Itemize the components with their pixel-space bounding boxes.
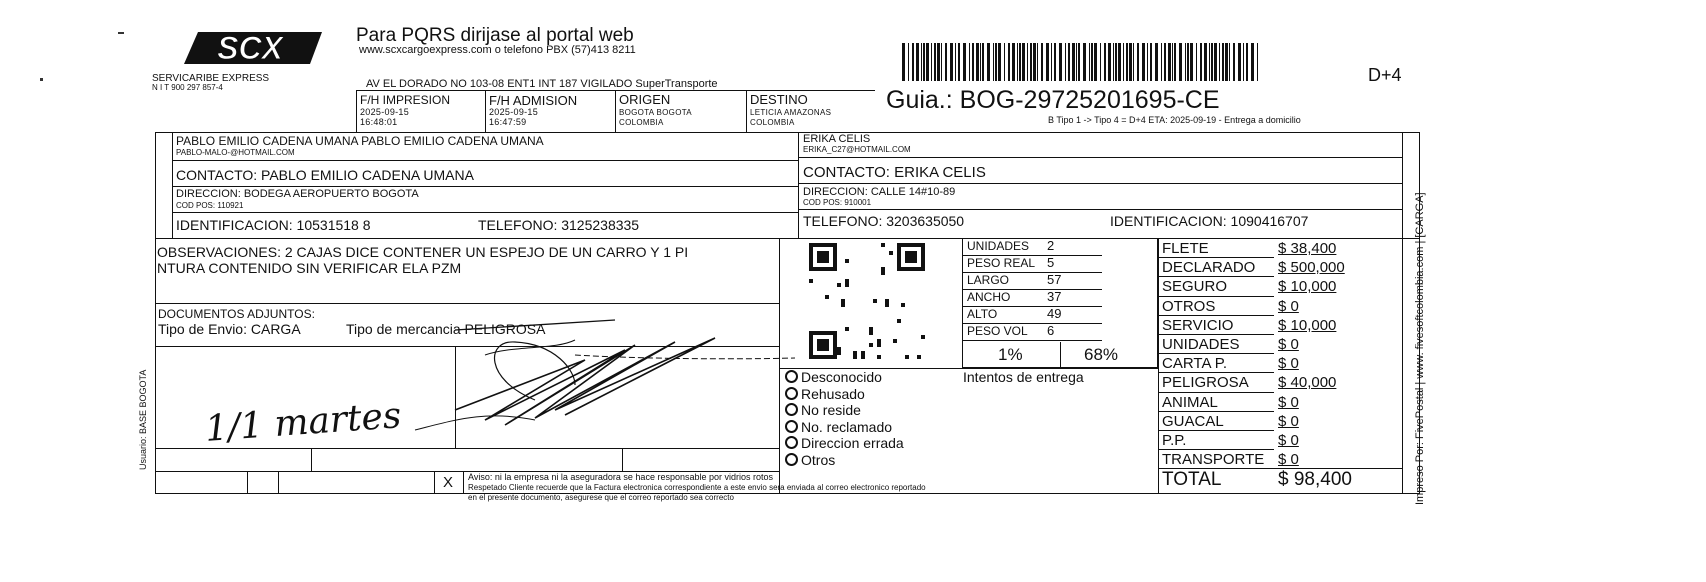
qr-module (869, 343, 873, 347)
delivery-option-label: Rehusado (801, 385, 865, 402)
barcode-bar (923, 43, 925, 81)
delivery-option[interactable] (785, 370, 882, 384)
measure-rule (962, 340, 1102, 341)
barcode-bar (1091, 43, 1093, 81)
barcode-bar (1142, 43, 1145, 81)
charge-value: $ 10,000 (1278, 278, 1337, 296)
barcode-bar (1019, 43, 1021, 81)
qr-module (905, 355, 909, 359)
barcode-bar (980, 43, 981, 81)
barcode-bar (1251, 43, 1254, 81)
observations-line2: NTURA CONTENIDO SIN VERIFICAR ELA PZM (157, 260, 462, 276)
barcode-bar (1059, 43, 1062, 81)
barcode-bar (1211, 43, 1213, 81)
barcode-bar (1209, 43, 1210, 81)
measure-label: ANCHO (967, 290, 1011, 304)
company-logo (184, 30, 324, 66)
qr-module (837, 283, 841, 287)
barcode-bar (1150, 43, 1152, 81)
barcode-bar (969, 43, 970, 81)
delivery-option[interactable] (785, 420, 892, 434)
total-label: TOTAL (1162, 469, 1222, 490)
qr-module (881, 267, 885, 271)
charge-rule (1158, 411, 1274, 412)
charge-rule (1158, 296, 1274, 297)
radio-circle-icon[interactable] (785, 436, 798, 449)
barcode-bar (1185, 43, 1186, 81)
pqrs-subtitle: www.scxcargoexpress.com o telefono PBX (57)413 8211 (359, 44, 636, 56)
charge-label: GUACAL (1162, 412, 1224, 430)
receiver-address: DIRECCION: CALLE 14#10-89 (803, 186, 956, 198)
charge-label: P.P. (1162, 432, 1187, 449)
delivery-option[interactable] (785, 453, 835, 467)
barcode-bar (1137, 43, 1139, 81)
charge-rule (1158, 372, 1274, 373)
radio-circle-icon[interactable] (785, 370, 798, 383)
barcode-bar (1046, 43, 1049, 81)
radio-circle-icon[interactable] (785, 453, 798, 466)
percent-b: 68% (1084, 345, 1119, 364)
barcode-bar (1190, 43, 1193, 81)
row-rule (172, 186, 798, 187)
company-address: AV EL DORADO NO 103-08 ENT1 INT 187 VIGILADO SuperTransporte (366, 78, 718, 90)
barcode-bar (1008, 43, 1010, 81)
destino-cell (747, 90, 875, 132)
charge-label: SERVICIO (1162, 316, 1234, 334)
qr-module (921, 335, 925, 339)
sender-left-rule (172, 132, 173, 238)
barcode-bar (987, 43, 990, 81)
qr-code (809, 243, 929, 361)
barcode-bar (1076, 43, 1077, 81)
fh-impresion-cell (356, 90, 486, 132)
delivery-option-label: No reside (801, 402, 861, 418)
destino-label: DESTINO (750, 92, 808, 107)
barcode-bar (1054, 43, 1056, 81)
qr-module (917, 355, 921, 359)
qr-module (889, 251, 893, 255)
qr-module (897, 319, 901, 323)
footer-cell (247, 471, 278, 494)
barcode-bar (937, 43, 940, 81)
barcode-bar (1179, 43, 1182, 81)
charge-value: $ 40,000 (1278, 374, 1337, 392)
barcode-bar (1133, 43, 1134, 81)
observations-line1: OBSERVACIONES: 2 CAJAS DICE CONTENER UN ESPEJO DE UN CARRO Y 1 PI (157, 244, 689, 260)
barcode-bar (1129, 43, 1132, 81)
tipo-mercancia: Tipo de mercancia PELIGROSA (346, 321, 546, 337)
row-rule (172, 160, 798, 161)
barcode-bar (976, 43, 979, 81)
footer-notice-1: Aviso: ni la empresa ni la aseguradora se hace responsable por vidrios rotos (468, 472, 774, 482)
barcode-bar (934, 43, 936, 81)
qr-module (837, 347, 841, 351)
measure-value: 6 (1047, 323, 1055, 338)
stray-mark (118, 32, 124, 34)
pqrs-title: Para PQRS dirijase al portal web (356, 25, 634, 46)
charge-rule (1158, 353, 1274, 354)
guia-number: Guia.: BOG-29725201695-CE (886, 86, 1220, 114)
charge-value: $ 0 (1278, 393, 1299, 411)
qr-module (861, 355, 865, 359)
barcode-bar (1214, 43, 1217, 81)
side-printed-by: Impreso Por: FivePostal | www. fivesoftcolombia.com | [CARGA] (1414, 192, 1426, 505)
charge-value: $ 0 (1278, 451, 1299, 469)
sender-id: IDENTIFICACION: 10531518 8 (176, 217, 371, 233)
barcode-bar (1174, 43, 1176, 81)
barcode-bar (963, 43, 966, 81)
row-rule (172, 212, 798, 213)
tipo-line: B Tipo 1 -> Tipo 4 = D+4 ETA: 2025-09-19 - Entrega a domicilio (1048, 115, 1301, 125)
qr-module (873, 299, 877, 303)
qr-module (861, 351, 865, 355)
qr-module (845, 283, 849, 287)
footer-notice-3: en el presente documento, asegurese que el correo reportado sea correcto (468, 493, 734, 502)
measure-label: LARGO (967, 273, 1010, 287)
barcode-bar (1108, 43, 1111, 81)
charge-value: $ 0 (1278, 336, 1299, 353)
delivery-option-label: No. reclamado (801, 418, 893, 435)
barcode-bar (1033, 43, 1036, 81)
fh-impresion-time: 16:48:01 (360, 117, 398, 127)
qr-module (841, 303, 845, 307)
footer-cell (155, 471, 247, 494)
fh-impresion-label: F/H IMPRESION (360, 93, 451, 107)
measure-label: PESO REAL (967, 256, 1036, 270)
charge-label: FLETE (1162, 240, 1209, 257)
tipo-envio: Tipo de Envio: CARGA (158, 321, 301, 337)
measure-value: 2 (1047, 238, 1055, 253)
company-name: SERVICARIBE EXPRESS (152, 73, 270, 84)
qr-module (877, 339, 881, 343)
barcode-bar (1164, 43, 1166, 81)
footer-cell (278, 471, 434, 494)
charge-rule (1158, 257, 1274, 258)
receiver-right-rule (1402, 132, 1403, 238)
barcode-bar (955, 43, 956, 81)
barcode-bar (941, 43, 942, 81)
delivery-option[interactable] (785, 387, 865, 401)
charge-label: UNIDADES (1162, 336, 1240, 353)
barcode-bar (1118, 43, 1121, 81)
parties-bottom-rule (155, 238, 1420, 239)
barcode-bar (1065, 43, 1066, 81)
qr-module (825, 295, 829, 299)
barcode-bar (1094, 43, 1097, 81)
origen-country: COLOMBIA (619, 118, 664, 127)
barcode-bar (1113, 43, 1114, 81)
charges-right-rule (1402, 238, 1403, 494)
destino-city: LETICIA AMAZONAS (750, 108, 832, 117)
qr-module (877, 355, 881, 359)
stray-mark (40, 78, 43, 81)
barcode-bar (1089, 43, 1090, 81)
qr-module (893, 339, 897, 343)
qr-module (845, 259, 849, 263)
fh-impresion-date: 2025-09-15 (360, 107, 410, 117)
barcode-bar (908, 43, 909, 81)
service-code: D+4 (1368, 65, 1402, 85)
qr-module (809, 279, 813, 283)
percent-a: 1% (998, 345, 1023, 364)
barcode-bar (1123, 43, 1124, 81)
company-nit: N I T 900 297 857-4 (152, 83, 223, 92)
measure-label: PESO VOL (967, 324, 1028, 338)
delivery-option-label: Otros (801, 451, 836, 468)
middle-left-rule (779, 238, 780, 494)
measure-value: 57 (1047, 272, 1062, 287)
barcode-bar (1030, 43, 1032, 81)
sender-receiver-divider (798, 132, 799, 238)
delivery-option-label: Desconocido (801, 369, 882, 385)
barcode-bar (1104, 43, 1106, 81)
receiver-email: ERIKA_C27@HOTMAIL.COM (803, 145, 911, 154)
delivery-option-label: Direccion errada (801, 435, 904, 451)
receiver-postal: COD POS: 910001 (803, 198, 872, 207)
qr-module (845, 279, 849, 283)
delivery-option[interactable] (785, 403, 861, 417)
measure-label: UNIDADES (967, 239, 1030, 253)
qr-module (817, 251, 829, 263)
barcode-bar (1083, 43, 1086, 81)
documents-label: DOCUMENTOS ADJUNTOS: (158, 307, 315, 321)
origen-cell (616, 90, 747, 132)
barcode-bar (1225, 43, 1228, 81)
barcode-bar (902, 43, 905, 81)
barcode-bar (998, 43, 1001, 81)
total-value: $ 98,400 (1278, 469, 1352, 490)
barcode-bar (1100, 43, 1101, 81)
barcode-bar (1022, 43, 1025, 81)
barcode-bar (1068, 43, 1070, 81)
barcode-bar (912, 43, 914, 81)
sender-postal: COD POS: 110921 (176, 201, 244, 210)
sender-email: PABLO-MALO-@HOTMAIL.COM (176, 148, 295, 157)
barcode-bar (1072, 43, 1075, 81)
barcode-bar (1204, 43, 1207, 81)
barcode (902, 43, 1258, 81)
barcode-bar (1196, 43, 1197, 81)
percent-divider (1060, 342, 1061, 368)
qr-module (901, 303, 905, 307)
origen-city: BOGOTA BOGOTA (619, 108, 692, 117)
qr-module (853, 351, 857, 355)
barcode-bar (926, 43, 929, 81)
barcode-bar (921, 43, 922, 81)
barcode-bar (1246, 43, 1248, 81)
row-rule (798, 157, 1402, 158)
barcode-bar (1187, 43, 1189, 81)
charge-value: $ 500,000 (1278, 259, 1345, 277)
barcode-bar (1155, 43, 1158, 81)
barcode-bar (1168, 43, 1171, 81)
barcode-bar (972, 43, 974, 81)
barcode-bar (1115, 43, 1117, 81)
qr-module (905, 251, 917, 263)
barcode-bar (1004, 43, 1005, 81)
charge-label: PELIGROSA (1162, 374, 1249, 392)
charge-label: TRANSPORTE (1162, 451, 1265, 469)
barcode-bar (1147, 43, 1148, 81)
sender-name: PABLO EMILIO CADENA UMANA PABLO EMILIO CADENA UMANA (176, 134, 544, 148)
charge-value: $ 0 (1278, 432, 1299, 449)
charge-rule (1158, 334, 1274, 335)
qr-module (837, 351, 841, 355)
charge-rule (1158, 430, 1274, 431)
barcode-bar (1017, 43, 1018, 81)
measure-label: ALTO (967, 307, 998, 321)
charge-value: $ 38,400 (1278, 240, 1337, 257)
origen-label: ORIGEN (619, 92, 671, 107)
qr-module (885, 299, 889, 303)
charge-label: ANIMAL (1162, 393, 1218, 411)
charge-value: $ 0 (1278, 412, 1299, 430)
charge-label: DECLARADO (1162, 259, 1256, 277)
charge-label: OTROS (1162, 297, 1216, 315)
measure-value: 5 (1047, 255, 1055, 270)
charge-value: $ 10,000 (1278, 316, 1337, 334)
barcode-bar (995, 43, 997, 81)
receiver-name: ERIKA CELIS (803, 133, 871, 145)
qr-module (881, 243, 885, 247)
usuario-label: Usuario: BASE BOGOTA (138, 369, 148, 470)
barcode-bar (1161, 43, 1162, 81)
barcode-bar (1200, 43, 1202, 81)
charge-label: CARTA P. (1162, 355, 1228, 373)
charge-rule (1158, 449, 1274, 450)
qr-module (869, 327, 873, 331)
measure-value: 49 (1047, 306, 1062, 321)
radio-circle-icon[interactable] (785, 403, 798, 416)
barcode-bar (945, 43, 947, 81)
measure-value: 37 (1047, 289, 1062, 304)
barcode-bar (1012, 43, 1015, 81)
qr-module (881, 271, 885, 275)
barcode-bar (1078, 43, 1080, 81)
barcode-bar (1222, 43, 1224, 81)
barcode-bar (1257, 43, 1258, 81)
charge-rule (1158, 315, 1274, 316)
qr-module (817, 339, 829, 351)
charge-value: $ 0 (1278, 297, 1299, 315)
destino-country: COLOMBIA (750, 118, 795, 127)
fh-admision-date: 2025-09-15 (489, 107, 539, 117)
barcode-bar (1233, 43, 1235, 81)
qr-module (885, 303, 889, 307)
qr-module (845, 327, 849, 331)
fh-admision-time: 16:47:59 (489, 117, 527, 127)
charge-rule (1158, 392, 1274, 393)
fh-admision-cell (486, 90, 616, 132)
radio-circle-icon[interactable] (785, 420, 798, 433)
barcode-bar (1243, 43, 1244, 81)
barcode-bar (931, 43, 932, 81)
radio-circle-icon[interactable] (785, 387, 798, 400)
charge-rule (1158, 276, 1274, 277)
charge-label: SEGURO (1162, 278, 1228, 296)
barcode-bar (1219, 43, 1220, 81)
sender-address: DIRECCION: BODEGA AEROPUERTO BOGOTA (176, 188, 419, 200)
barcode-bar (1037, 43, 1038, 81)
signature-handwriting: 1/1 martes (203, 395, 403, 450)
sender-phone: TELEFONO: 3125238335 (478, 217, 640, 233)
footer-notice-2: Respetado Cliente recuerde que la Factura electronica correspondiente a este envio sera enviada al correo electronico reportado (468, 483, 926, 492)
qr-module (853, 355, 857, 359)
receiver-phone: TELEFONO: 3203635050 (803, 213, 965, 229)
barcode-bar (1126, 43, 1128, 81)
barcode-bar (1027, 43, 1028, 81)
barcode-bar (1041, 43, 1043, 81)
receiver-contact: CONTACTO: ERIKA CELIS (803, 164, 986, 181)
barcode-bar (1238, 43, 1241, 81)
barcode-bar (982, 43, 984, 81)
fh-admision-label: F/H ADMISION (489, 93, 578, 108)
charge-value: $ 0 (1278, 355, 1299, 373)
attempts-label: Intentos de entrega (963, 369, 1084, 385)
barcode-bar (916, 43, 919, 81)
barcode-bar (958, 43, 960, 81)
x-cell (434, 471, 464, 494)
logo-text: SCX (217, 30, 283, 66)
sender-contact: CONTACTO: PABLO EMILIO CADENA UMANA (176, 167, 474, 183)
qr-module (877, 343, 881, 347)
barcode-bar (993, 43, 994, 81)
barcode-bar (1172, 43, 1173, 81)
barcode-bar (950, 43, 953, 81)
receiver-id: IDENTIFICACION: 1090416707 (1110, 213, 1309, 229)
barcode-bar (1051, 43, 1052, 81)
x-mark: X (443, 474, 454, 491)
barcode-bar (1229, 43, 1230, 81)
qr-module (841, 299, 845, 303)
qr-module (869, 331, 873, 335)
delivery-option[interactable] (785, 436, 904, 450)
row-rule (798, 209, 1402, 210)
row-rule (798, 183, 1402, 184)
